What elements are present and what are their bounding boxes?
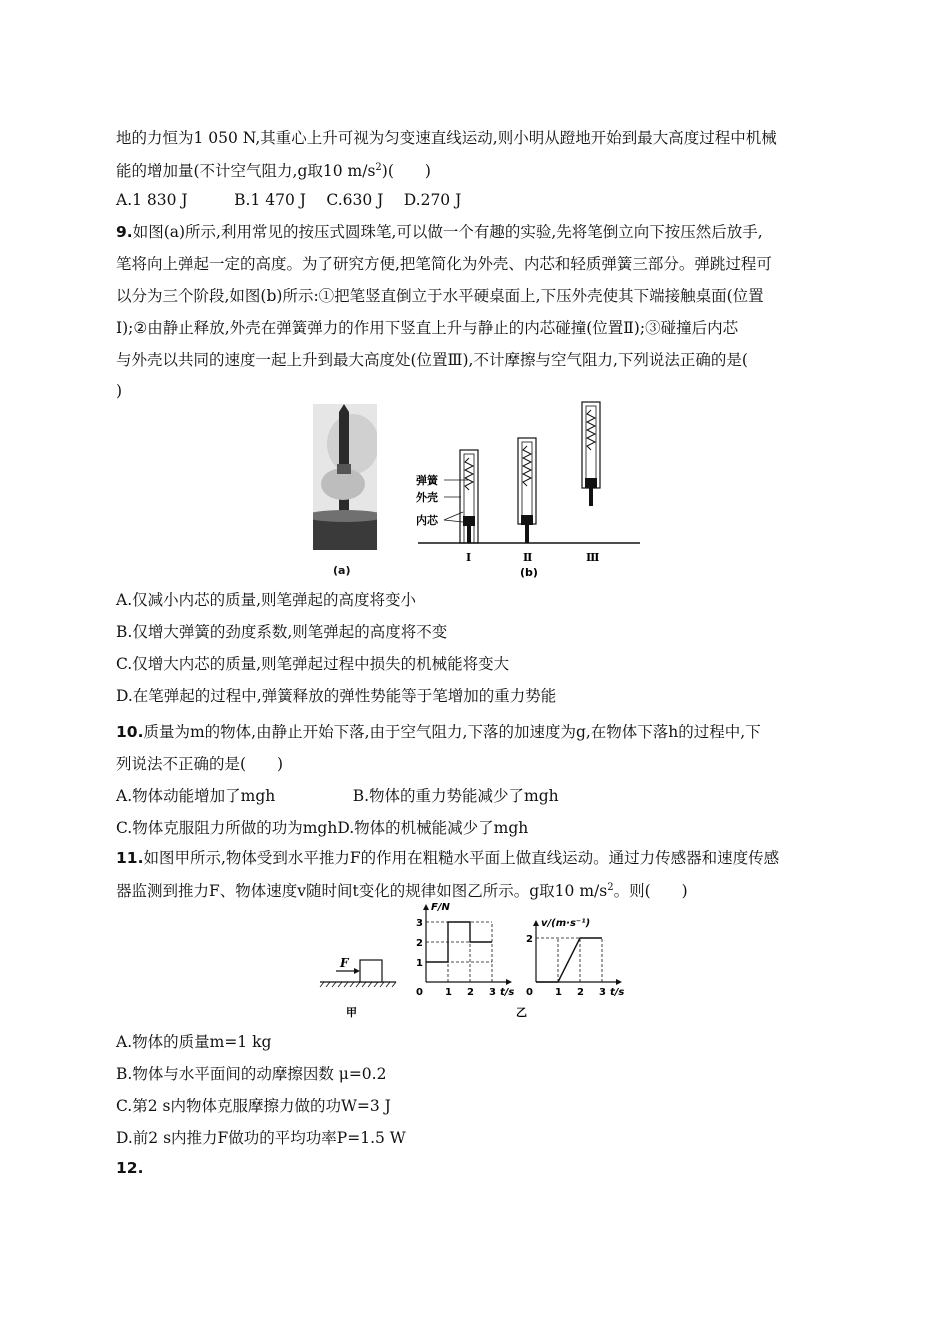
q11-line1 (116, 848, 779, 868)
q9-option-b: B.仅增大弹簧的劲度系数,则笔弹起的高度将不变 (116, 623, 448, 641)
force-arrow-icon (354, 968, 360, 974)
charts-yi (408, 896, 638, 1021)
force-chart-y-tick-label: 3 (416, 918, 423, 929)
velocity-chart-y-axis-label: v/(m·s⁻¹) (541, 918, 591, 929)
velocity-chart-x-axis-label: t/s (610, 987, 625, 998)
q9-line3: 以分为三个阶段,如图(b)所示:①把笔竖直倒立于水平硬桌面上,下压外壳使其下端接触桌面(位置 (116, 287, 764, 305)
q9-option-a: A.仅减小内芯的质量,则笔弹起的高度将变小 (116, 591, 417, 609)
q10-number: 10. (116, 723, 144, 741)
pen-photo-drawing (313, 404, 377, 550)
velocity-chart-x-tick-label: 1 (555, 987, 562, 998)
velocity-chart-x-arrow-icon (616, 979, 622, 985)
q10-line2: 列说法不正确的是( ) (116, 755, 284, 773)
force-chart-x-arrow-icon (506, 979, 512, 985)
q8-line2-tail: )( ) (381, 162, 431, 181)
force-chart-y-axis-label: F/N (431, 902, 450, 913)
q9-line1 (116, 222, 763, 242)
q10-line1 (116, 722, 761, 742)
pen-position-1 (460, 450, 478, 543)
pen-photo (313, 404, 377, 550)
q11-option-a: A.物体的质量m=1 kg (116, 1033, 272, 1051)
q11-text-1: 如图甲所示,物体受到水平推力F的作用在粗糙水平面上做直线运动。通过力传感器和速度传感 (143, 849, 780, 867)
q11-option-b: B.物体与水平面间的动摩擦因数 μ=0.2 (116, 1065, 387, 1083)
q11-option-d: D.前2 s内推力F做功的平均功率P=1.5 W (116, 1129, 406, 1147)
velocity-chart-y-tick-label: 2 (526, 934, 533, 945)
force-chart-y-arrow-icon (423, 904, 429, 910)
label-core: 内芯 (416, 514, 438, 527)
caption-a: (a) (333, 564, 351, 577)
caption-jia: 甲 (346, 1006, 357, 1019)
q12-line (116, 1158, 143, 1178)
label-position-2: Ⅱ (523, 551, 533, 564)
q8-line2-text: 能的增加量(不计空气阻力,g取10 m/s (116, 162, 376, 181)
velocity-chart-series-line (536, 938, 602, 982)
q11-sup: 2 (607, 882, 614, 893)
velocity-chart-x-tick-label: 3 (599, 987, 606, 998)
q9-line2: 笔将向上弹起一定的高度。为了研究方便,把笔简化为外壳、内芯和轻质弹簧三部分。弹跳过程可 (116, 255, 772, 273)
pen-position-3 (582, 402, 600, 506)
force-chart-x-tick-label: 3 (489, 987, 496, 998)
q8-line2 (116, 158, 431, 181)
velocity-time-chart (526, 918, 624, 998)
velocity-chart-x-tick-label: 2 (577, 987, 584, 998)
pen-schematic (410, 398, 642, 580)
force-time-chart (416, 902, 514, 998)
q10-options-row2: C.物体克服阻力所做的功为mghD.物体的机械能减少了mgh (116, 819, 529, 837)
q9-line4: Ⅰ);②由静止释放,外壳在弹簧弹力的作用下竖直上升与静止的内芯碰撞(位置Ⅱ);③碰撞后内芯 (116, 319, 739, 337)
q8-sup: 2 (375, 162, 382, 173)
velocity-chart-y-arrow-icon (533, 920, 539, 926)
q9-line6: ) (116, 382, 123, 400)
q10-options-row1: A.物体动能增加了mgh B.物体的重力势能减少了mgh (116, 787, 559, 805)
label-spring: 弹簧 (416, 474, 438, 487)
q11-line2-text: 器监测到推力F、物体速度v随时间t变化的规律如图乙所示。g取10 m/s (116, 882, 608, 901)
q9-text-1: 如图(a)所示,利用常见的按压式圆珠笔,可以做一个有趣的实验,先将笔倒立向下按压然后放手, (132, 223, 763, 241)
q9-option-d: D.在笔弹起的过程中,弹簧释放的弹性势能等于笔增加的重力势能 (116, 687, 557, 705)
force-chart-origin-label: 0 (416, 987, 423, 998)
q8-line1: 地的力恒为1 050 N,其重心上升可视为匀变速直线运动,则小明从蹬地开始到最大高度过程中机械 (116, 129, 777, 147)
caption-yi: 乙 (516, 1006, 527, 1019)
q10-text-1: 质量为m的物体,由静止开始下落,由于空气阻力,下落的加速度为g,在物体下落h的过程中,下 (143, 723, 761, 741)
q12-number: 12. (116, 1159, 144, 1177)
label-position-1: Ⅰ (466, 551, 472, 564)
label-shell: 外壳 (416, 491, 438, 504)
force-chart-x-axis-label: t/s (500, 987, 515, 998)
q11-option-c: C.第2 s内物体克服摩擦力做的功W=3 J (116, 1097, 391, 1115)
force-chart-x-tick-label: 2 (467, 987, 474, 998)
block-diagram (318, 950, 398, 1020)
caption-b: (b) (520, 566, 538, 579)
q9-line5: 与外壳以共同的速度一起上升到最大高度处(位置Ⅲ),不计摩擦与空气阻力,下列说法正确的是( (116, 351, 748, 369)
force-chart-y-tick-label: 2 (416, 938, 423, 949)
q9-number: 9. (116, 223, 133, 241)
q11-number: 11. (116, 849, 144, 867)
force-chart-y-tick-label: 1 (416, 958, 423, 969)
q9-option-c: C.仅增大内芯的质量,则笔弹起过程中损失的机械能将变大 (116, 655, 510, 673)
force-chart-x-tick-label: 1 (445, 987, 452, 998)
velocity-chart-origin-label: 0 (526, 987, 533, 998)
pen-position-2 (518, 438, 536, 543)
block (360, 960, 382, 982)
force-label: F (340, 956, 349, 970)
q11-line2-tail: 。则( ) (613, 882, 688, 901)
q8-options: A.1 830 J B.1 470 J C.630 J D.270 J (116, 191, 462, 209)
label-position-3: Ⅲ (586, 551, 600, 564)
